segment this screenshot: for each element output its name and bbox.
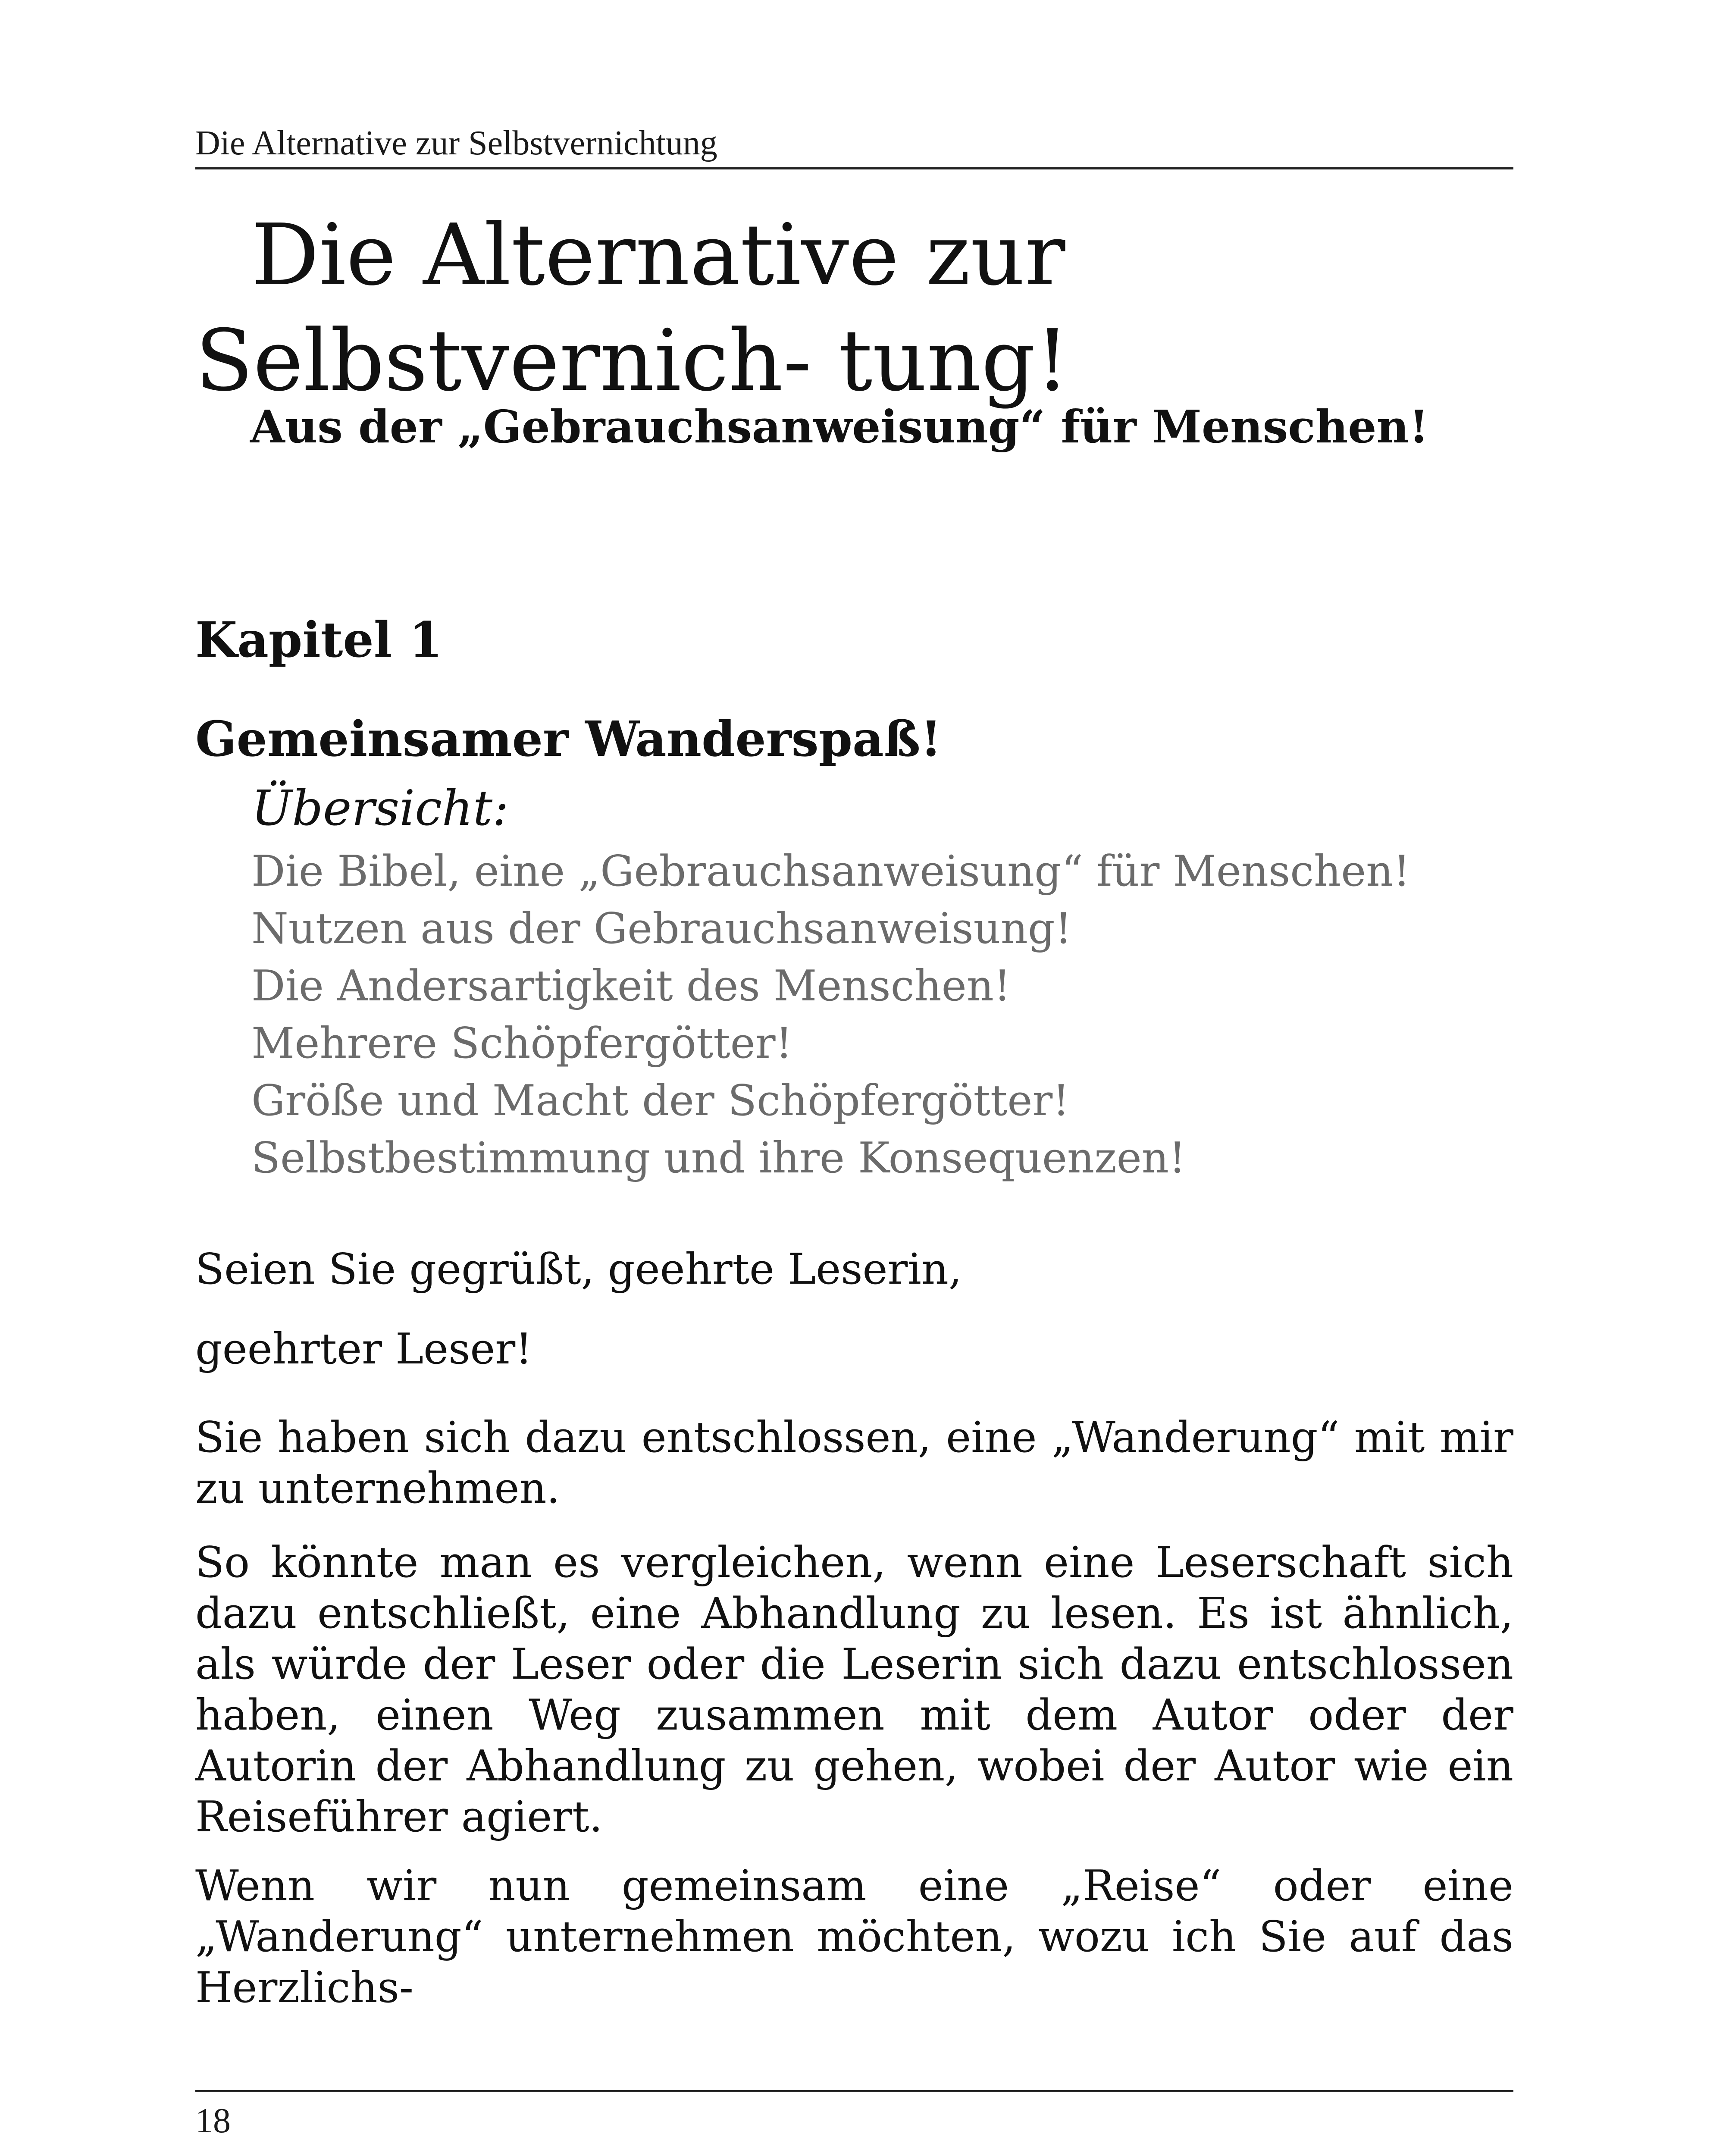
main-title-text: Die Alternative zur Selbstvernich- tung!: [195, 206, 1070, 410]
overview-item: Nutzen aus der Gebrauchsanweisung!: [251, 904, 1072, 953]
subtitle: Aus der „Gebrauchsanweisung“ für Menschen!: [250, 400, 1429, 453]
chapter-title: Gemeinsamer Wanderspaß!: [195, 711, 942, 768]
greeting-line-2: geehrter Leser!: [195, 1325, 532, 1374]
greeting-line-1: Seien Sie gegrüßt, geehrte Leserin,: [195, 1245, 962, 1294]
overview-item: Die Bibel, eine „Gebrauchsanweisung“ für Menschen!: [251, 847, 1410, 896]
footer-rule: [195, 2090, 1513, 2092]
chapter-label: Kapitel 1: [195, 612, 443, 668]
running-header: Die Alternative zur Selbstvernichtung: [195, 124, 717, 162]
overview-heading: Übersicht:: [251, 780, 509, 837]
page-number: 18: [195, 2101, 231, 2140]
overview-item: Selbstbestimmung und ihre Konsequenzen!: [251, 1134, 1186, 1183]
body-paragraph-1: Sie haben sich dazu entschlossen, eine „Wanderung“ mit mir zu unternehmen.: [195, 1413, 1513, 1513]
overview-item: Größe und Macht der Schöpfergötter!: [251, 1076, 1070, 1125]
main-title: [195, 203, 1513, 414]
body-paragraph-2: So könnte man es vergleichen, wenn eine Leserschaft sich dazu entschließt, eine Abhandlung zu lesen. Es ist ähnlich, als würde der Leser oder die Leserin sich dazu entschlossen haben, einen Weg zusammen mit dem Autor oder der Autorin der Abhandlung zu gehen, wobei der Autor wie ein Reiseführer agiert.: [195, 1538, 1513, 1842]
header-rule: [195, 167, 1513, 169]
overview-list: [251, 843, 1502, 1187]
overview-item: Mehrere Schöpfergötter!: [251, 1019, 793, 1068]
body-paragraph-3: Wenn wir nun gemeinsam eine „Reise“ oder eine „Wanderung“ unternehmen möchten, wozu ich Sie auf das Herzlichs-: [195, 1861, 1513, 2012]
overview-item: Die Andersartigkeit des Menschen!: [251, 962, 1011, 1011]
